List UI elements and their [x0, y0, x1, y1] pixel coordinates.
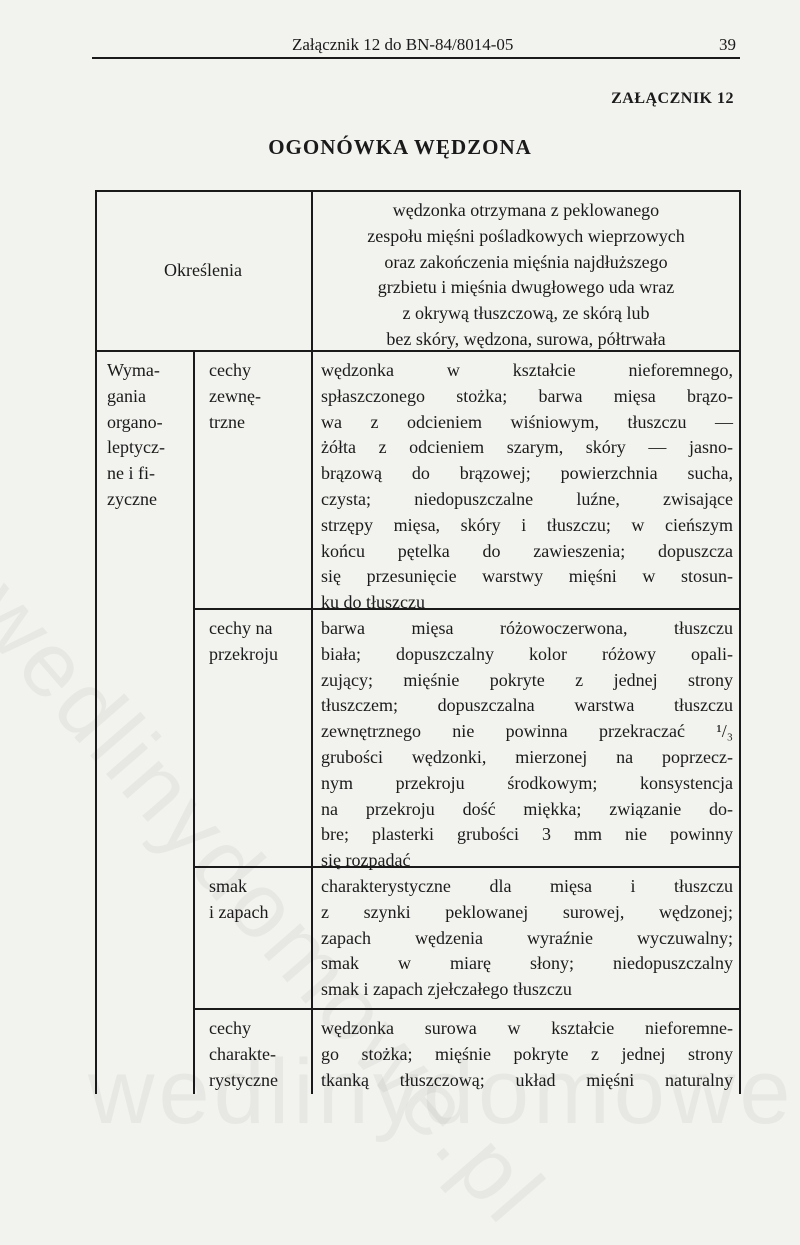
text-line: zapach wędzenia wyraźnie wyczuwalny;	[321, 927, 733, 948]
text-line: smak i zapach zjełczałego tłuszczu	[321, 979, 572, 1000]
group-label-line: Wyma-	[107, 360, 160, 380]
feature-cross-section	[209, 616, 309, 668]
text-line: się przesunięcie warstwy mięśni w stosun-	[321, 566, 733, 587]
text-line: tkanką tłuszczową; układ mięśni naturalny	[321, 1069, 733, 1090]
row-header-label: Określenia	[164, 260, 242, 280]
feature-line: cechy	[209, 1018, 251, 1038]
definition-line: zespołu mięśni pośladkowych wieprzowych	[367, 225, 685, 246]
text-line: wędzonka surowa w kształcie nieforemne-	[321, 1018, 733, 1038]
text-line: wa z odcieniem wiśniowym, tłuszczu —	[321, 411, 733, 432]
feature-taste-smell	[209, 874, 309, 926]
page-header	[92, 33, 740, 59]
feature-line: cechy	[209, 360, 251, 380]
text-line: końcu pętelka do zawieszenia; dopuszcza	[321, 540, 733, 561]
text-line: charakterystyczne dla mięsa i tłuszczu	[321, 876, 733, 896]
text-line: z szynki peklowanej surowej, wędzonej;	[321, 901, 733, 922]
feature-line: smak	[209, 876, 247, 896]
text-line: czysta; niedopuszczalne luźne, zwisające	[321, 488, 733, 509]
page-number: 39	[719, 35, 736, 54]
text-line: go stożka; mięśnie pokryte z jednej strony	[321, 1043, 733, 1064]
feature-line: i zapach	[209, 901, 269, 922]
group-label-cell	[107, 358, 191, 513]
text-line: grubości wędzonki, mierzonej na poprzecz-	[321, 746, 733, 767]
feature-line: cechy na	[209, 618, 273, 638]
text-line: ku do tłuszczu	[321, 592, 425, 613]
text-taste-smell	[321, 874, 733, 1003]
text-line: strzępy mięsa, skóry i tłuszczu; w cieńszym	[321, 514, 733, 535]
text-line: na przekroju dość miękka; związanie do-	[321, 798, 733, 819]
feature-external	[209, 358, 309, 435]
definition-line: grzbietu i mięśnia dwugłowego uda wraz	[377, 277, 675, 298]
definition-line: wędzonka otrzymana z peklowanego	[392, 200, 660, 220]
feature-line: zewnę-	[209, 385, 261, 406]
definition-line: z okrywą tłuszczową, ze skórą lub	[402, 303, 650, 324]
text-line: tłuszczem; dopuszczalna warstwa tłuszczu	[321, 695, 733, 716]
text-line: się rozpadać	[321, 850, 411, 871]
definition-cell	[321, 198, 731, 353]
text-line: żółta z odcieniem szarym, skóry — jasno-	[321, 437, 733, 458]
text-line: bre; plasterki grubości 3 mm nie powinny	[321, 824, 733, 845]
text-line: smak w miarę słony; niedopuszczalny	[321, 953, 733, 974]
group-label-line: organo-	[107, 411, 163, 432]
definition-line: oraz zakończenia mięśnia najdłuższego	[384, 251, 668, 272]
text-characteristic	[321, 1016, 733, 1093]
text-line: zewnętrznego nie powinna przekraczać ¹/₃	[321, 721, 733, 742]
header-title: Załącznik 12 do BN-84/8014-05	[292, 35, 514, 54]
text-line: biała; dopuszczalny kolor różowy opali-	[321, 643, 733, 664]
document-title: OGONÓWKA WĘDZONA	[268, 135, 532, 159]
requirements-table	[95, 190, 741, 1094]
text-line: barwa mięsa różowoczerwona, tłuszczu	[321, 618, 733, 638]
group-label-line: leptycz-	[107, 437, 165, 458]
text-line: spłaszczonego stożka; barwa mięsa brązo-	[321, 385, 733, 406]
feature-line: trzne	[209, 411, 245, 432]
feature-line: charakte-	[209, 1043, 276, 1064]
definition-line: bez skóry, wędzona, surowa, półtrwała	[386, 328, 666, 349]
text-line: nym przekroju środkowym; konsystencja	[321, 772, 733, 793]
text-line: wędzonka w kształcie nieforemnego,	[321, 360, 733, 380]
row-header-cell	[95, 258, 311, 284]
group-label-line: zyczne	[107, 488, 157, 509]
group-label-line: gania	[107, 385, 146, 406]
text-external	[321, 358, 733, 616]
text-line: brązową do brązowej; powierzchnia sucha,	[321, 463, 733, 484]
feature-line: rystyczne	[209, 1069, 278, 1090]
feature-line: przekroju	[209, 643, 278, 664]
text-line: zujący; mięśnie pokryte z jednej strony	[321, 669, 733, 690]
feature-characteristic	[209, 1016, 309, 1093]
text-cross-section	[321, 616, 733, 874]
group-label-line: ne i fi-	[107, 463, 155, 484]
annex-label: ZAŁĄCZNIK 12	[611, 90, 734, 107]
